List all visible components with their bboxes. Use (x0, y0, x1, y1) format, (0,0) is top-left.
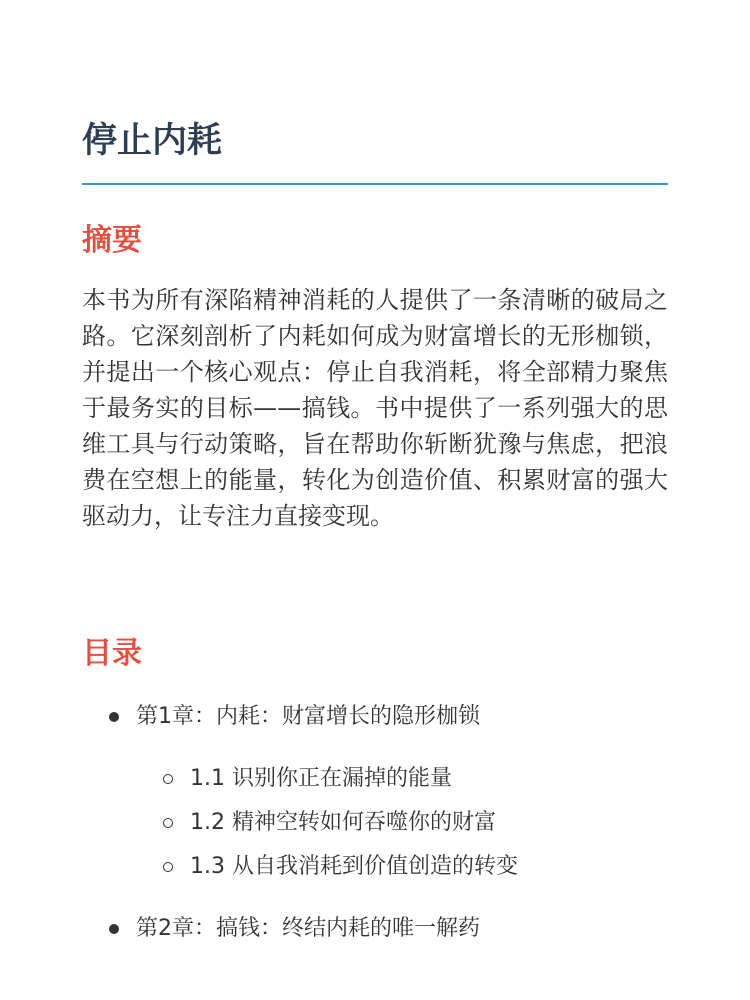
section-title: 1.3 从自我消耗到价值创造的转变 (190, 854, 518, 879)
summary-text: 本书为所有深陷精神消耗的人提供了一条清晰的破局之路。它深刻剖析了内耗如何成为财富增长的无形枷锁，并提出一个核心观点：停止自我消耗，将全部精力聚焦于最务实的目标——搞钱。书中提供了一系列强大的思维工具与行动策略，旨在帮助你斩断犹豫与焦虑，把浪费在空想上的能量，转化为创造价值、积累财富的强大驱动力，让专注力直接变现。 (82, 286, 668, 530)
title-divider (82, 183, 668, 185)
toc-heading: 目录 (82, 636, 142, 671)
toc-chapter-1 (82, 697, 668, 889)
bullet-circle-icon (163, 862, 173, 872)
toc-section-1-3 (136, 845, 668, 889)
bullet-disc-icon (109, 712, 119, 722)
chapter-title: 第2章：搞钱：终结内耗的唯一解药 (136, 916, 480, 941)
page-title: 停止内耗 (82, 121, 223, 161)
toc-section-1-2 (136, 801, 668, 845)
toc-chapter-2 (82, 909, 668, 949)
section-title: 1.2 精神空转如何吞噬你的财富 (190, 810, 496, 835)
bullet-disc-icon (109, 924, 119, 934)
summary-heading: 摘要 (82, 223, 142, 258)
chapter-title: 第1章：内耗：财富增长的隐形枷锁 (136, 704, 480, 729)
bullet-circle-icon (163, 774, 173, 784)
bullet-circle-icon (163, 818, 173, 828)
toc-section-1-1 (136, 757, 668, 801)
toc-section-list (136, 757, 668, 889)
toc-list (82, 697, 668, 949)
section-title: 1.1 识别你正在漏掉的能量 (190, 766, 452, 791)
